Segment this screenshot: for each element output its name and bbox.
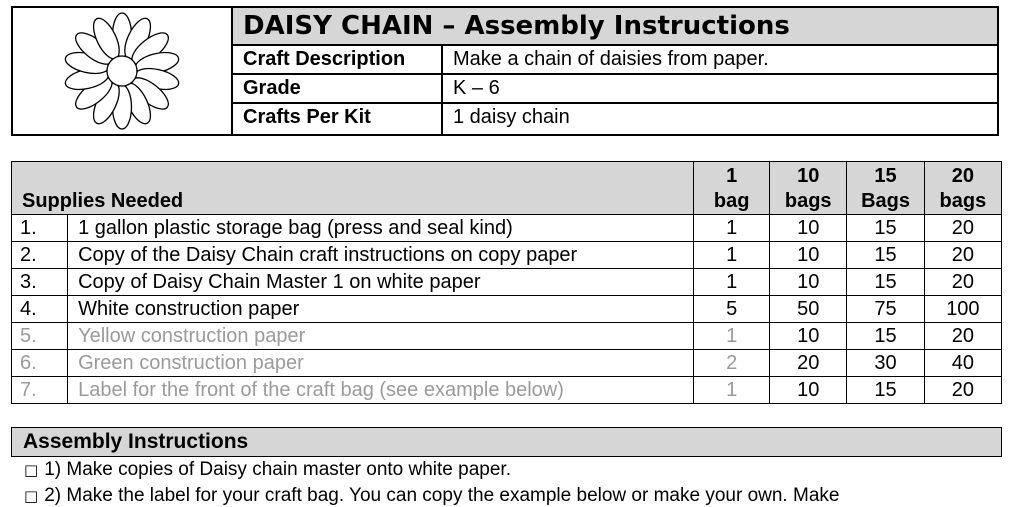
row-item: Yellow construction paper: [68, 323, 694, 350]
row-number: 6.: [12, 350, 68, 377]
qty-15-bags: 15: [847, 377, 924, 404]
column-header-20-bags: 20 bags: [924, 162, 1001, 215]
supplies-header-row: [12, 162, 1002, 215]
row-number: 3.: [12, 269, 68, 296]
qty-15-bags: 15: [847, 269, 924, 296]
table-row: [12, 269, 1002, 296]
qty-15-bags: 30: [847, 350, 924, 377]
craft-description-label: Craft Description: [233, 46, 443, 73]
table-row: [12, 323, 1002, 350]
qty-10-bags: 50: [770, 296, 847, 323]
qty-1-bag: 1: [694, 323, 770, 350]
supplies-needed-heading: Supplies Needed: [12, 162, 694, 215]
checkbox-icon[interactable]: □: [24, 487, 39, 505]
assembly-step: [24, 485, 839, 507]
column-header-10-bags: 10 bags: [770, 162, 847, 215]
qty-15-bags: 75: [847, 296, 924, 323]
qty-20-bags: 20: [924, 323, 1001, 350]
row-item: 1 gallon plastic storage bag (press and seal kind): [68, 215, 694, 242]
logo-cell: [13, 8, 233, 134]
qty-15-bags: 15: [847, 215, 924, 242]
info-row-crafts-per-kit: [233, 104, 997, 135]
craft-description-value: Make a chain of daisies from paper.: [453, 48, 769, 70]
row-number: 7.: [12, 377, 68, 404]
row-number: 5.: [12, 323, 68, 350]
row-number: 4.: [12, 296, 68, 323]
qty-15-bags: 15: [847, 242, 924, 269]
table-row: [12, 215, 1002, 242]
qty-1-bag: 1: [694, 215, 770, 242]
qty-1-bag: 1: [694, 377, 770, 404]
qty-10-bags: 10: [770, 377, 847, 404]
row-number: 1.: [12, 215, 68, 242]
row-number: 2.: [12, 242, 68, 269]
grade-label: Grade: [233, 75, 443, 102]
qty-20-bags: 40: [924, 350, 1001, 377]
row-item: Copy of the Daisy Chain craft instructions on copy paper: [68, 242, 694, 269]
assembly-step: [24, 459, 511, 481]
qty-10-bags: 10: [770, 323, 847, 350]
row-item: Green construction paper: [68, 350, 694, 377]
column-header-1-bag: 1 bag: [694, 162, 770, 215]
qty-15-bags: 15: [847, 323, 924, 350]
column-header-15-bags: 15 Bags: [847, 162, 924, 215]
qty-10-bags: 10: [770, 269, 847, 296]
qty-1-bag: 1: [694, 269, 770, 296]
checkbox-icon[interactable]: □: [24, 461, 39, 479]
table-row: [12, 242, 1002, 269]
table-row: [12, 350, 1002, 377]
assembly-step-text: 1) Make copies of Daisy chain master onto white paper.: [44, 459, 511, 480]
info-row-description: [233, 46, 997, 75]
qty-20-bags: 20: [924, 377, 1001, 404]
qty-10-bags: 10: [770, 242, 847, 269]
row-item: Label for the front of the craft bag (see example below): [68, 377, 694, 404]
qty-10-bags: 20: [770, 350, 847, 377]
daisy-flower-icon: [57, 8, 187, 134]
qty-20-bags: 100: [924, 296, 1001, 323]
crafts-per-kit-value: 1 daisy chain: [453, 106, 570, 128]
qty-1-bag: 2: [694, 350, 770, 377]
table-row: [12, 296, 1002, 323]
qty-20-bags: 20: [924, 242, 1001, 269]
document-title: DAISY CHAIN – Assembly Instructions: [233, 8, 997, 46]
info-row-grade: [233, 75, 997, 104]
row-item: White construction paper: [68, 296, 694, 323]
table-row: [12, 377, 1002, 404]
qty-20-bags: 20: [924, 215, 1001, 242]
supplies-table: [11, 161, 1002, 404]
assembly-step-text: 2) Make the label for your craft bag. You can copy the example below or make your own. Make: [44, 485, 840, 506]
grade-value: K – 6: [453, 77, 500, 99]
header-table: [11, 6, 999, 136]
row-item: Copy of Daisy Chain Master 1 on white paper: [68, 269, 694, 296]
qty-20-bags: 20: [924, 269, 1001, 296]
assembly-instructions-heading: Assembly Instructions: [11, 427, 1002, 457]
qty-10-bags: 10: [770, 215, 847, 242]
qty-1-bag: 5: [694, 296, 770, 323]
crafts-per-kit-label: Crafts Per Kit: [233, 104, 443, 135]
qty-1-bag: 1: [694, 242, 770, 269]
